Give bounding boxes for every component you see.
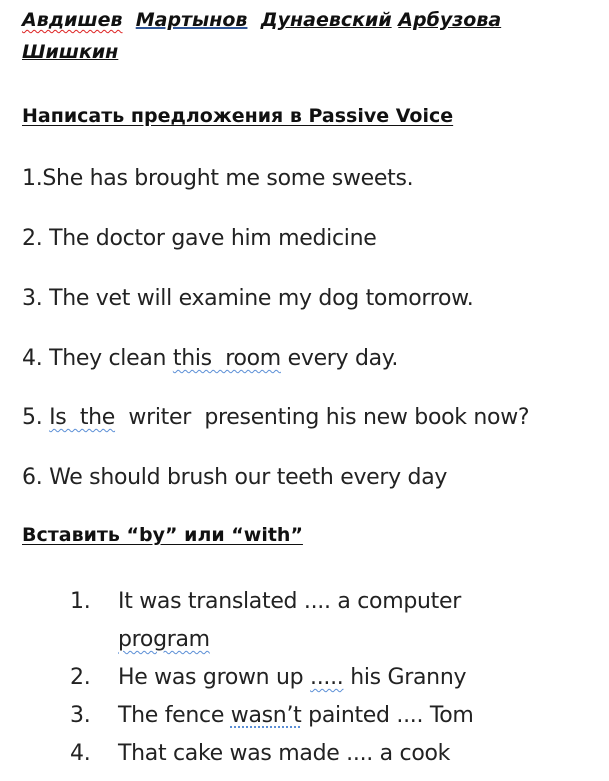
- author-name: Авдишев: [22, 9, 123, 31]
- exercise-sentence: 2. The doctor gave him medicine: [22, 226, 377, 251]
- list-number: 4.: [70, 741, 91, 766]
- underlined-phrase: wasn’t: [230, 703, 302, 728]
- exercise-sentence: 5. Is the writer presenting his new book now?: [22, 405, 530, 430]
- exercise-sentence: 3. The vet will examine my dog tomorrow.: [22, 286, 474, 311]
- author-names: [22, 4, 602, 68]
- author-name: Дунаевский: [260, 9, 392, 31]
- author-name: Мартынов: [135, 9, 248, 31]
- exercise-sentence: 6. We should brush our teeth every day: [22, 465, 448, 490]
- author-name: Шишкин: [22, 41, 119, 63]
- underlined-phrase: this room: [172, 346, 281, 371]
- underlined-phrase: Is the: [49, 405, 116, 430]
- list-number: 1.: [70, 589, 91, 614]
- numbered-exercise-list: [70, 583, 600, 773]
- list-item: 1. It was translated .... a computer: [70, 583, 600, 621]
- section-heading-passive-voice: Написать предложения в Passive Voice: [22, 105, 454, 127]
- list-number: 2.: [70, 665, 91, 690]
- exercise-sentence: 4. They clean this room every day.: [22, 346, 399, 371]
- author-name: Арбузова: [398, 9, 502, 31]
- list-item: 4. That cake was made .... a cook: [70, 735, 600, 773]
- underlined-phrase: .....: [310, 665, 344, 690]
- list-item: 3. The fence wasn’t painted .... Tom: [70, 697, 600, 735]
- exercise-sentence: 1.She has brought me some sweets.: [22, 166, 414, 191]
- list-item-continuation: program: [118, 627, 210, 652]
- list-item: 2. He was grown up ..... his Granny: [70, 659, 600, 697]
- list-number: 3.: [70, 703, 91, 728]
- section-heading-by-with: Вставить “by” или “with”: [22, 524, 303, 546]
